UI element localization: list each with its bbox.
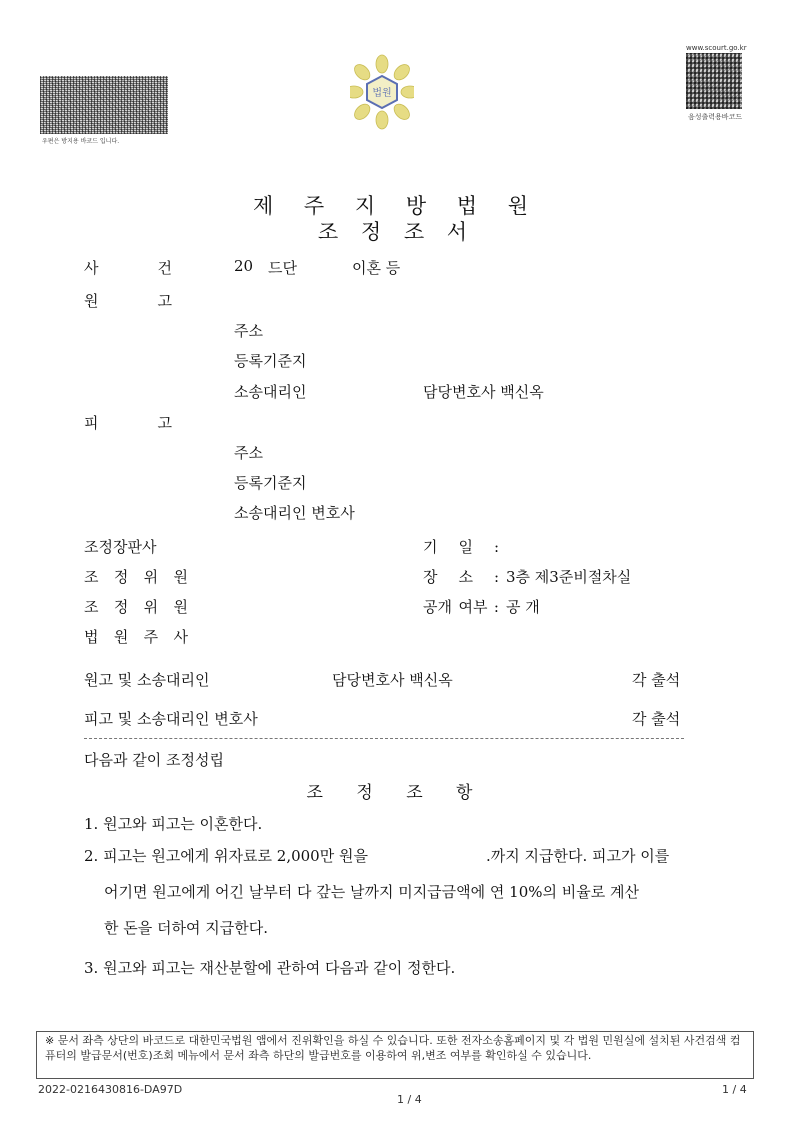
term-item-3: 3. 원고와 피고는 재산분할에 관하여 다음과 같이 정한다. bbox=[84, 959, 456, 977]
place-value: 3층 제3준비절차실 bbox=[506, 568, 632, 586]
case-label: 사 건 bbox=[84, 259, 172, 277]
term-item-2-line-3: 한 돈을 더하여 지급한다. bbox=[104, 919, 268, 937]
case-number: 20 bbox=[234, 257, 254, 275]
plaintiff-address-label: 주소 bbox=[234, 322, 263, 340]
section-divider bbox=[84, 738, 684, 739]
plaintiff-attendance-row: 원고 및 소송대리인 bbox=[84, 671, 210, 689]
defendant-label: 피 고 bbox=[84, 414, 172, 432]
audio-qr-code bbox=[686, 53, 742, 109]
page-number-center: 1 / 4 bbox=[397, 1093, 422, 1106]
settlement-established: 다음과 같이 조정성립 bbox=[84, 751, 224, 769]
public-label: 공개 여부 : bbox=[423, 598, 499, 616]
plaintiff-agent-label: 소송대리인 bbox=[234, 383, 307, 401]
defendant-agent-label: 소송대리인 변호사 bbox=[234, 504, 355, 522]
defendant-attendance-row: 피고 및 소송대리인 변호사 bbox=[84, 710, 258, 728]
page-number-right: 1 / 4 bbox=[722, 1083, 747, 1096]
public-value: 공 개 bbox=[506, 598, 540, 616]
term-item-2-line-2: 어기면 원고에게 어긴 날부터 다 갚는 날까지 미지급금액에 연 10%의 비율로 계산 bbox=[104, 883, 639, 901]
document-title: 조 정 조 서 bbox=[317, 220, 476, 244]
place-label: 장 소 : bbox=[423, 568, 499, 586]
defendant-address-label: 주소 bbox=[234, 444, 263, 462]
authenticity-notice: ※ 문서 좌측 상단의 바코드로 대한민국법원 앱에서 진위확인을 하실 수 있습니다. 또한 전자소송홈페이지 및 각 법원 민원실에 설치된 사건검색 컴퓨터의 발급문서(번호)조회 메뉴에서 문서 좌측 하단의 발급번호를 이용하여 위,변조 여부를 확인하실 수 있습니다. bbox=[36, 1031, 754, 1079]
issue-number: 2022-0216430816-DA97D bbox=[38, 1083, 183, 1096]
judge-label: 조정장판사 bbox=[84, 538, 157, 556]
hearing-date-label: 기 일 : bbox=[423, 538, 499, 556]
settlement-terms-title: 조 정 조 항 bbox=[306, 783, 487, 803]
qr-url: www.scourt.go.kr bbox=[686, 44, 747, 52]
plaintiff-attendance-status: 각 출석 bbox=[632, 671, 681, 689]
plaintiff-attendance-lawyer: 담당변호사 백신옥 bbox=[332, 671, 453, 689]
barcode-caption: 우편은 방지용 바코드 입니다. bbox=[42, 138, 120, 145]
court-name: 제 주 지 방 법 원 bbox=[252, 194, 541, 218]
defendant-registry-label: 등록기준지 bbox=[234, 474, 307, 492]
mediator-label-1: 조 정 위 원 bbox=[84, 568, 188, 586]
plaintiff-agent-lawyer: 담당변호사 백신옥 bbox=[423, 383, 544, 401]
case-type: 드단 bbox=[268, 259, 297, 277]
term-item-2-part-2: .까지 지급한다. 피고가 이를 bbox=[486, 847, 670, 865]
qr-caption: 음성출력용바코드 bbox=[688, 113, 743, 121]
mediator-label-2: 조 정 위 원 bbox=[84, 598, 188, 616]
emblem-text: 법원 bbox=[372, 88, 392, 99]
verification-barcode bbox=[40, 76, 168, 134]
court-emblem-icon bbox=[350, 54, 414, 130]
plaintiff-registry-label: 등록기준지 bbox=[234, 352, 307, 370]
clerk-label: 법 원 주 사 bbox=[84, 628, 188, 646]
plaintiff-label: 원 고 bbox=[84, 292, 172, 310]
term-item-1: 1. 원고와 피고는 이혼한다. bbox=[84, 815, 263, 833]
case-name: 이혼 등 bbox=[352, 259, 401, 277]
defendant-attendance-status: 각 출석 bbox=[632, 710, 681, 728]
term-item-2-part-1: 2. 피고는 원고에게 위자료로 2,000만 원을 bbox=[84, 847, 368, 865]
